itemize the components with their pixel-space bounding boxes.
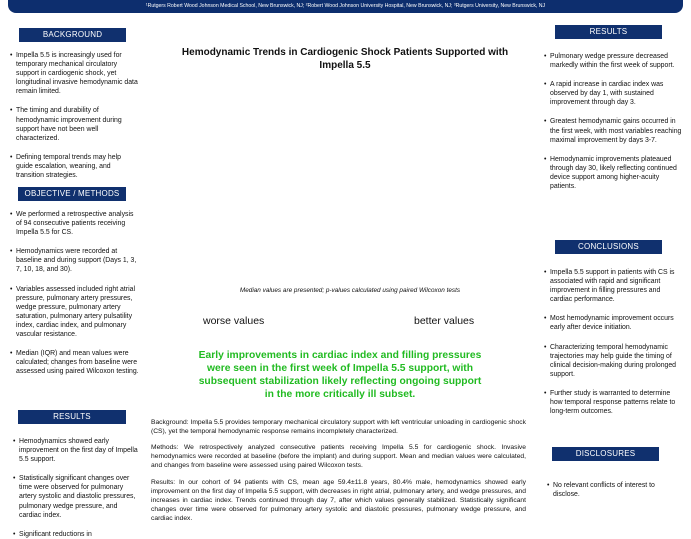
list-item: • Variables assessed included right atrial pressure, pulmonary artery pressures, wedge pressure, pulmonary artery saturation, pulmonary artery pulsatility index, cardiac index, and pulmonary vascular resistance. bbox=[10, 285, 140, 340]
disclosures-list bbox=[547, 481, 677, 509]
list-item: • Hemodynamics were recorded at baseline and during support (Days 1, 3, 7, 10, 18, and 30). bbox=[10, 247, 140, 274]
right-results-list bbox=[544, 52, 684, 201]
results-paragraph: Results: In our cohort of 94 patients with CS, mean age 59.4±11.8 years, 80.4% male, hemodynamics showed early improvement on the first day of Impella 5.5 support, with decreases in right atrial, pulmonary artery, and wedge pressures, and increases in cardiac index. Trends continued through day 7, after which values generally stabilized. Statistically significant changes over time were observed for pulmonary artery systolic and diastolic pressures, pulmonary wedge pressure, and cardiac index. bbox=[151, 479, 526, 522]
list-item: • Hemodynamics showed early improvement on the first day of Impella 5.5 support. bbox=[13, 437, 140, 464]
list-item: • Statistically significant changes over time were observed for pulmonary artery systolic and diastolic pressures, pulmonary wedge pressure, and cardiac index. bbox=[13, 474, 140, 519]
list-item: • Most hemodynamic improvement occurs early after device initiation. bbox=[544, 314, 684, 332]
poster-title: Hemodynamic Trends in Cardiogenic Shock Patients Supported with Impella 5.5 bbox=[181, 47, 509, 71]
affiliations-bar: ¹Rutgers Robert Wood Johnson Medical School, New Brunswick, NJ; ²Robert Wood Johnson University Hospital, New Brunswick, NJ; ³Rutgers University, New Brunswick, NJ bbox=[8, 0, 683, 13]
left-results-header: RESULTS bbox=[18, 410, 126, 424]
list-item: • Median (IQR) and mean values were calculated; changes from baseline were assessed using paired Wilcoxon testing. bbox=[10, 349, 140, 376]
conclusions-header: CONCLUSIONS bbox=[555, 240, 662, 254]
conclusions-list bbox=[544, 268, 684, 426]
methods-paragraph: Methods: We retrospectively analyzed consecutive patients receiving Impella 5.5 for cardiogenic shock. Invasive hemodynamics were recorded at baseline (before the implant) and during support. Mean and median values were calculated, and changes from baseline were assessed using paired Wilcoxon tests. bbox=[151, 444, 526, 469]
right-results-header: RESULTS bbox=[555, 25, 662, 39]
list-item: • Impella 5.5 is increasingly used for temporary mechanical circulatory support in cardiogenic shock, yet longitudinal invasive hemodynamic data remain limited. bbox=[10, 51, 138, 96]
worse-values-label: worse values bbox=[203, 315, 265, 327]
list-item: • Greatest hemodynamic gains occurred in the first week, with most variables reaching maximal improvement by days 3-7. bbox=[544, 117, 684, 144]
list-item: • Impella 5.5 support in patients with CS is associated with rapid and significant improvement in filling pressures and cardiac performance. bbox=[544, 268, 684, 304]
list-item: • A rapid increase in cardiac index was observed by day 1, with sustained improvement through day 3. bbox=[544, 80, 684, 107]
methods-list bbox=[10, 210, 140, 386]
background-list bbox=[10, 51, 138, 190]
key-finding: Early improvements in cardiac index and filling pressures were seen in the first week of Impella 5.5 support, with subsequent stabilization likely reflecting ongoing support in the more critically ill subset. bbox=[198, 350, 482, 400]
list-item: • Further study is warranted to determine how temporal response patterns relate to long-term outcomes. bbox=[544, 389, 684, 416]
list-item: • Significant reductions in bbox=[13, 530, 140, 539]
background-header: BACKGROUND bbox=[19, 28, 126, 42]
list-item: • Defining temporal trends may help guide escalation, weaning, and transition strategies. bbox=[10, 153, 138, 180]
list-item: • No relevant conflicts of interest to disclose. bbox=[547, 481, 677, 499]
list-item: • Hemodynamic improvements plateaued through day 30, likely reflecting continued device support among higher-acuity patients. bbox=[544, 155, 684, 191]
list-item: • Pulmonary wedge pressure decreased markedly within the first week of support. bbox=[544, 52, 684, 70]
list-item: • The timing and durability of hemodynamic improvement during support have not been well characterized. bbox=[10, 106, 138, 142]
list-item: • We performed a retrospective analysis of 94 consecutive patients receiving Impella 5.5 for CS. bbox=[10, 210, 140, 237]
left-results-list bbox=[13, 437, 140, 538]
figure-note: Median values are presented; p-values calculated using paired Wilcoxon tests bbox=[239, 287, 461, 294]
background-paragraph: Background: Impella 5.5 provides temporary mechanical circulatory support with left ventricular unloading in cardiogenic shock (CS), yet the temporal hemodynamic response remains incompletely characterized. bbox=[151, 419, 526, 435]
list-item: • Characterizing temporal hemodynamic trajectories may help guide the timing of clinical decision-making during prolonged support. bbox=[544, 343, 684, 379]
better-values-label: better values bbox=[414, 315, 475, 327]
methods-header: OBJECTIVE / METHODS bbox=[18, 187, 126, 201]
disclosures-header: DISCLOSURES bbox=[552, 447, 659, 461]
